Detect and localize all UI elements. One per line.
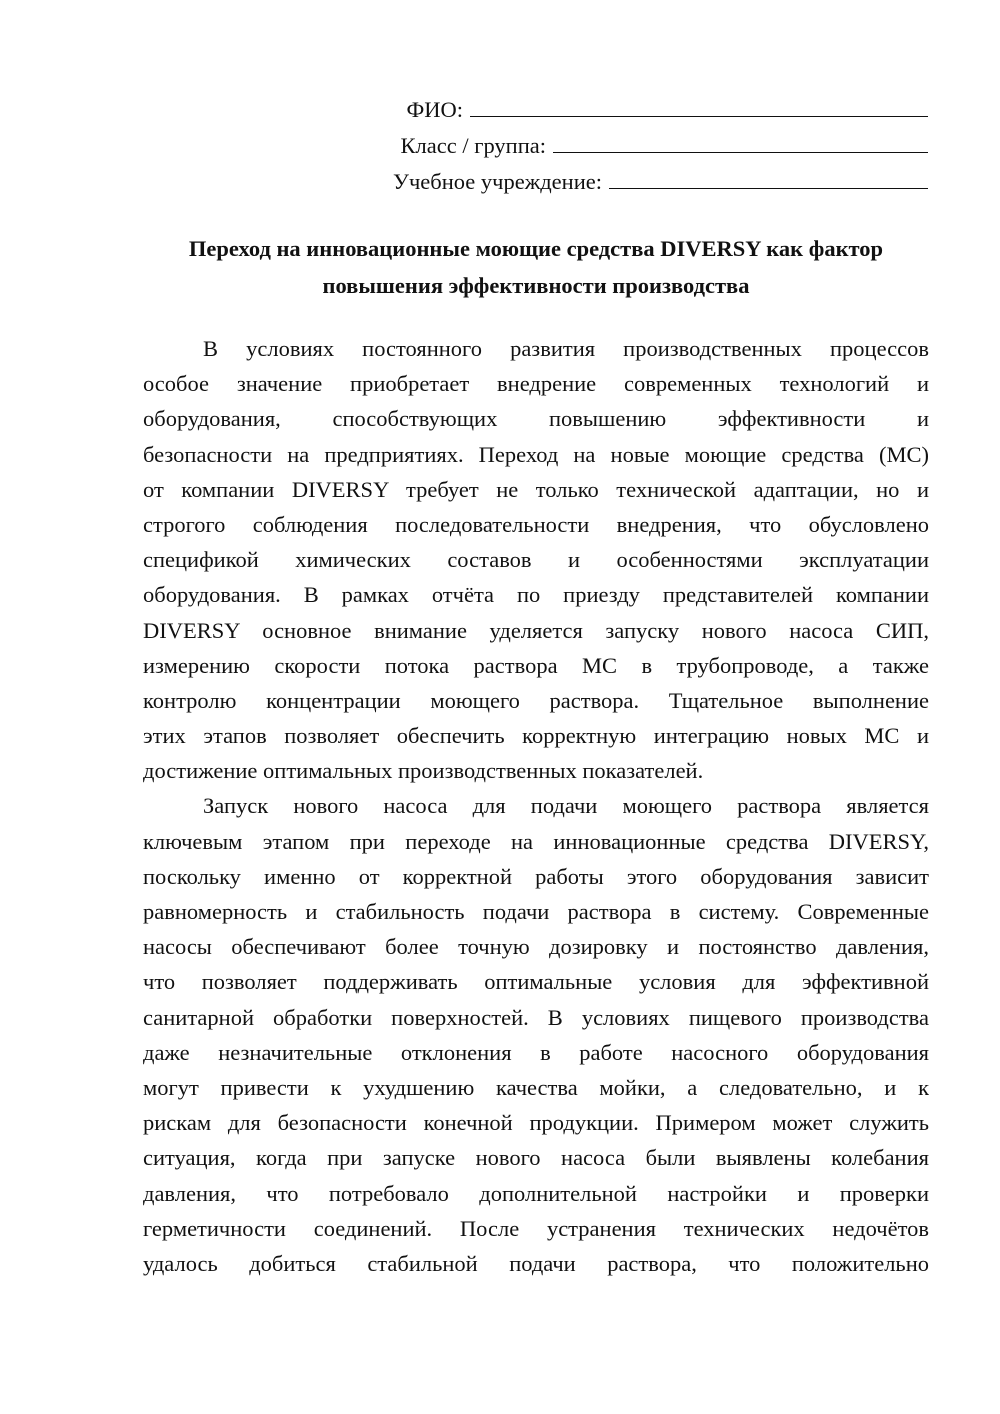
class-label: Класс / группа: — [400, 133, 546, 158]
fio-blank-line[interactable] — [470, 94, 928, 117]
title-line-1: Переход на инновационные моющие средства DIVERSY как фактор — [188, 236, 884, 261]
paragraph-line: даже незначительные отклонения в работе насосного оборудования — [143, 1039, 929, 1065]
title-line-2: повышения эффективности производства — [322, 273, 750, 298]
paragraph-line: строгого соблюдения последовательности внедрения, что обусловлено — [143, 511, 929, 537]
institution-blank-line[interactable] — [609, 166, 928, 189]
paragraph-line: ключевым этапом при переходе на инновационные средства DIVERSY, — [143, 828, 929, 854]
paragraph-line: от компании DIVERSY требует не только технической адаптации, но и — [143, 476, 929, 502]
paragraph-line: санитарной обработки поверхностей. В условиях пищевого производства — [143, 1004, 929, 1030]
paragraph-line: измерению скорости потока раствора МС в трубопроводе, а также — [143, 652, 929, 678]
fio-line — [393, 92, 928, 128]
paragraph-line: Запуск нового насоса для подачи моющего раствора является — [203, 793, 929, 819]
class-blank-line[interactable] — [553, 130, 928, 153]
paragraph-line: безопасности на предприятиях. Переход на новые моющие средства (МС) — [143, 441, 929, 467]
paragraph-line: достижение оптимальных производственных показателей. — [143, 758, 704, 784]
paragraph-line: поскольку именно от корректной работы этого оборудования зависит — [143, 863, 929, 889]
document-title — [143, 230, 929, 304]
paragraph-line: могут привести к ухудшению качества мойки, а следовательно, и к — [143, 1074, 929, 1100]
paragraph-line: рискам для безопасности конечной продукции. Примером может служить — [143, 1110, 929, 1136]
paragraph-line: этих этапов позволяет обеспечить корректную интеграцию новых МС и — [143, 723, 929, 749]
paragraph-line: контролю концентрации моющего раствора. Тщательное выполнение — [143, 687, 929, 713]
paragraph-line: оборудования. В рамках отчёта по приезду представителей компании — [143, 582, 929, 608]
paragraph-line: удалось добиться стабильной подачи раствора, что положительно — [143, 1250, 929, 1276]
paragraph-1 — [143, 331, 929, 788]
institution-line — [393, 164, 928, 200]
institution-label: Учебное учреждение: — [393, 169, 602, 194]
student-info-form — [393, 92, 928, 200]
paragraph-line: особое значение приобретает внедрение современных технологий и — [143, 371, 929, 397]
class-line — [393, 128, 928, 164]
paragraph-line: В условиях постоянного развития производственных процессов — [203, 336, 929, 361]
paragraph-line: спецификой химических составов и особенностями эксплуатации — [143, 547, 929, 573]
paragraph-line: оборудования, способствующих повышению эффективности и — [143, 406, 929, 432]
paragraph-line: насосы обеспечивают более точную дозировку и постоянство давления, — [143, 934, 929, 960]
fio-label: ФИО: — [406, 97, 463, 122]
paragraph-line: равномерность и стабильность подачи раствора в систему. Современные — [143, 899, 929, 924]
paragraph-line: что позволяет поддерживать оптимальные условия для эффективной — [143, 969, 929, 995]
paragraph-2 — [143, 788, 929, 1281]
document-body — [143, 331, 929, 1281]
paragraph-line: герметичности соединений. После устранения технических недочётов — [143, 1215, 929, 1241]
paragraph-line: давления, что потребовало дополнительной настройки и проверки — [143, 1180, 929, 1206]
paragraph-line: ситуация, когда при запуске нового насоса были выявлены колебания — [143, 1145, 929, 1171]
paragraph-line: DIVERSY основное внимание уделяется запуску нового насоса СИП, — [143, 617, 929, 643]
